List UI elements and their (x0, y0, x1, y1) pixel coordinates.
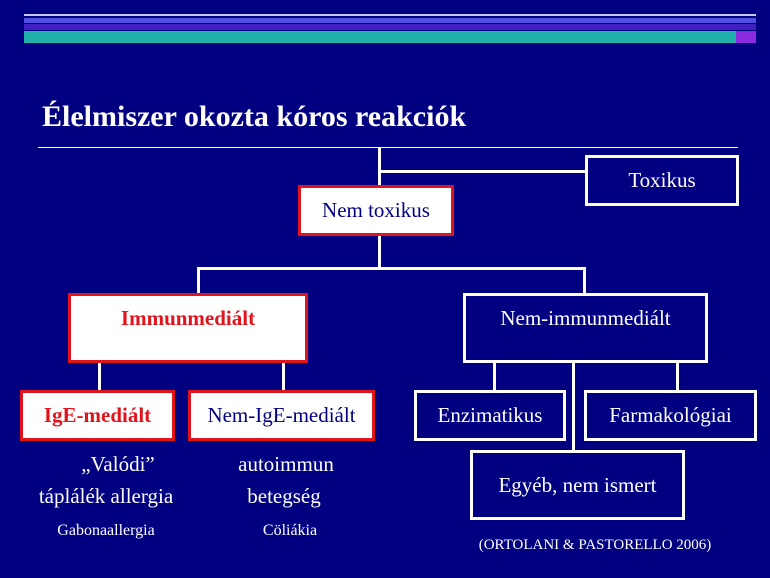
node-toxikus (585, 155, 739, 206)
header-stripe-3 (24, 24, 756, 30)
connector-branch-horizontal (197, 267, 585, 270)
page-title: Élelmiszer okozta kóros reakciók (42, 100, 467, 133)
connector-nemimmun-center (572, 362, 575, 452)
header-stripe-1 (24, 14, 756, 16)
connector-to-nemimmun (583, 267, 586, 295)
note-coliakia: Cöliákia (262, 522, 318, 539)
title-underline (38, 147, 738, 148)
node-nem-ige-medialt-label: Nem-IgE-mediált (207, 403, 356, 427)
node-nem-immunmedialt-label: Nem-immunmediált (500, 306, 671, 330)
connector-nemtox-down (378, 234, 381, 270)
citation: (ORTOLANI & PASTORELLO 2006) (478, 537, 712, 553)
note-taplalek-allergia: táplálék allergia (38, 484, 174, 508)
node-toxikus-label: Toxikus (628, 168, 696, 192)
note-valodi: „Valódi” (81, 452, 155, 476)
node-egyeb (470, 450, 685, 520)
node-immunmedialt-label: Immunmediált (120, 306, 256, 330)
node-nem-toxikus (298, 185, 454, 236)
node-ige-medialt-label: IgE-mediált (43, 403, 152, 427)
header-stripe-2 (24, 18, 756, 23)
node-farmakologiai-label: Farmakológiai (609, 403, 732, 427)
node-nem-ige-medialt (188, 390, 375, 441)
header-stripe-accent (736, 31, 756, 43)
connector-nemimmun-right (676, 362, 679, 392)
note-betegseg: betegség (247, 484, 321, 508)
node-nem-toxikus-label: Nem toxikus (322, 198, 430, 222)
node-immunmedialt (68, 293, 308, 363)
node-enzimatikus (414, 390, 566, 441)
note-gabonaallergia: Gabonaallergia (57, 522, 155, 539)
node-egyeb-label: Egyéb, nem ismert (498, 472, 657, 497)
node-ige-medialt (20, 390, 175, 441)
node-nem-immunmedialt (463, 293, 708, 363)
connector-immun-left (98, 362, 101, 392)
node-enzimatikus-label: Enzimatikus (437, 403, 543, 427)
connector-root-vertical (378, 148, 381, 187)
node-farmakologiai (584, 390, 757, 441)
header-stripe-4 (24, 31, 736, 43)
connector-immun-right (282, 362, 285, 392)
connector-to-toxikus (378, 170, 586, 173)
connector-to-immun (197, 267, 200, 295)
connector-nemimmun-left (493, 362, 496, 392)
note-autoimmun: autoimmun (238, 452, 334, 476)
